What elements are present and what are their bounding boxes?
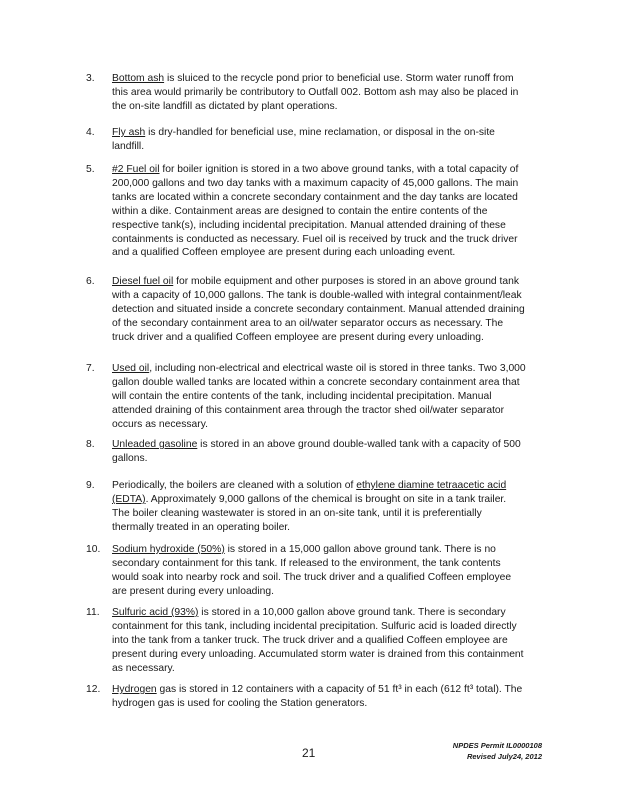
item-term: Fly ash <box>112 127 146 138</box>
item-text: is stored in a 10,000 gallon above ground tank. There is secondary containment for this tank, including incidental precipitation. Sulfuric acid is loaded directly into the tank from a tanker truck. The truck driver and a qualified Coffeen employee are present during every unloading. Accumulated storm water is drained from this containment as necessary. <box>112 607 524 674</box>
item-number: 10. <box>86 544 101 555</box>
item-number: 3. <box>86 73 95 84</box>
item-term: Hydrogen <box>112 684 157 695</box>
item-text: . Approximately 9,000 gallons of the chemical is brought on site in a tank trailer. The boiler cleaning wastewater is stored in an on-site tank, until it is preferentially thermally treated in an operating boiler. <box>112 493 507 533</box>
list-item-11 <box>86 606 526 676</box>
list-item-9: 9. Periodically, the boilers are cleaned with a solution of ethylene diamine tetraacetic acid (EDTA). Approximately 9,000 gallons of the chemical is brought on site in a tank trailer. The boiler cleaning wastewater is stored in an on-site tank, until it is preferentially thermally treated in an operating boiler. <box>86 480 507 533</box>
page-number: 21 <box>302 746 316 760</box>
item-number: 9. <box>86 480 95 491</box>
item-text: gas is stored in 12 containers with a capacity of 51 ft³ in each (612 ft³ total). The hydrogen gas is used for cooling the Station generators. <box>112 684 523 709</box>
list-item-6 <box>86 275 526 345</box>
item-term: Used oil <box>112 363 150 374</box>
item-text: for boiler ignition is stored in a two above ground tanks, with a total capacity of 200,000 gallons and two day tanks with a maximum capacity of 45,000 gallons. The main tanks are located within a concrete secondary containment and the day tanks are located within a dike. Containment areas are designed to contain the entire contents of the respective tank(s), including incidental precipitation. Manual attended draining of these containments is conducted as necessary. Fuel oil is received by truck and the truck driver and a qualified Coffeen employee are present during each unloading event. <box>112 164 519 259</box>
item-text: for mobile equipment and other purposes is stored in an above ground tank with a capacity of 10,000 gallons. The tank is double-walled with integral containment/leak detection and situated inside a concrete secondary containment. Manual attended draining of the secondary containment area to an oil/water separator occurs as necessary. The truck driver and a qualified Coffeen employee are present during every unloading. <box>112 276 525 343</box>
list-item-12 <box>86 683 526 711</box>
item-text: is stored in a 15,000 gallon above ground tank. There is no secondary containment for this tank. If released to the environment, the tank contents would soak into nearby rock and soil. The truck driver and a qualified Coffeen employee are present during every unloading. <box>112 544 512 597</box>
item-text: is sluiced to the recycle pond prior to beneficial use. Storm water runoff from this area would primarily be contributory to Outfall 002. Bottom ash may also be placed in the on-site landfill as dictated by plant operations. <box>112 73 519 112</box>
item-text: is dry-handled for beneficial use, mine reclamation, or disposal in the on-site landfill. <box>112 127 495 152</box>
item-number: 12. <box>86 684 101 695</box>
list-item-8 <box>86 438 526 466</box>
list-item-3 <box>86 72 526 114</box>
revision-date: Revised July24, 2012 <box>466 751 542 761</box>
item-number: 6. <box>86 276 95 287</box>
item-term: #2 Fuel oil <box>112 164 160 175</box>
list-item-7 <box>86 362 526 432</box>
item-term: Sodium hydroxide (50%) <box>112 544 225 555</box>
item-term: Bottom ash <box>112 73 165 84</box>
item-number: 5. <box>86 164 95 175</box>
list-item-4 <box>86 126 526 154</box>
item-term: Unleaded gasoline <box>112 439 198 450</box>
item-text: is stored in an above ground double-walled tank with a capacity of 500 gallons. <box>112 439 521 464</box>
list-item-5 <box>86 163 526 260</box>
list-item-10 <box>86 543 526 599</box>
item-term: Diesel fuel oil <box>112 276 174 287</box>
item-number: 11. <box>86 607 100 618</box>
item-number: 8. <box>86 439 95 450</box>
permit-footer <box>453 741 542 762</box>
permit-number: NPDES Permit IL0000108 <box>452 741 542 750</box>
item-number: 4. <box>86 127 95 138</box>
item-term: Sulfuric acid (93%) <box>112 607 199 618</box>
item-term: ethylene diamine tetraacetic acid (EDTA) <box>112 480 507 505</box>
item-number: 7. <box>86 363 95 374</box>
item-text: , including non-electrical and electrical waste oil is stored in three tanks. Two 3,000 gallon double walled tanks are located within a concrete secondary containment area that will contain the entire contents of the tank, including incidental precipitation. Manual attended draining of this containment area through the tractor shed oil/water separator occurs as necessary. <box>112 363 526 430</box>
